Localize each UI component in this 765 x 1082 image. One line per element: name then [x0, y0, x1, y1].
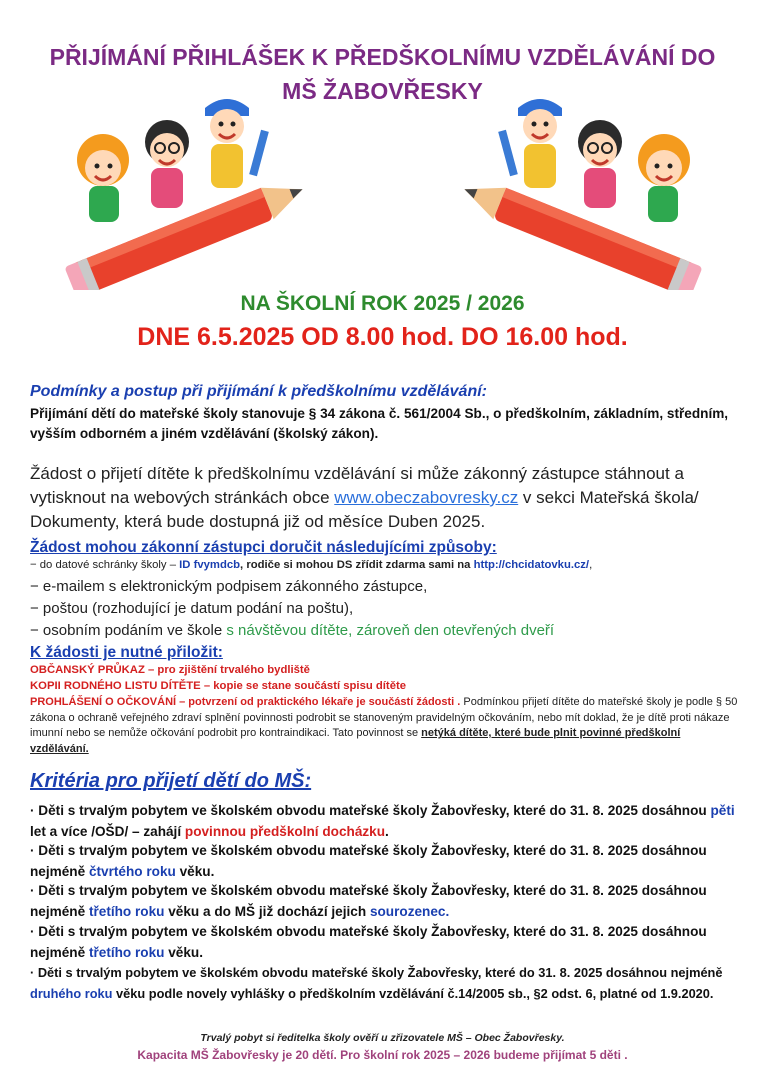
kids-on-pencil-illustration-right	[452, 90, 712, 290]
criterion-2	[30, 840, 740, 882]
databox-suffix: ,	[589, 559, 593, 571]
criterion-5-age: druhého roku	[30, 986, 113, 1001]
application-text-1: Žádost o přijetí dítěte k předškolnímu vzdělávání si může zákonný zástupce stáhnout a vytisknout na webových stránkách obce	[30, 464, 684, 507]
criterion-3-text-a: · Děti s trvalým pobytem ve školském obvodu mateřské školy Žabovřesky, které do 31. 8. 2025 dosáhnou nejméně	[30, 883, 707, 919]
criterion-3	[30, 880, 740, 922]
in-person-open-day: s návštěvou dítěte, zároveň den otevřených dveří	[226, 622, 555, 639]
conditions-heading: Podmínky a postup při přijímání k předškolnímu vzdělávání:	[30, 383, 487, 400]
databox-id: ID fvymdcb	[179, 559, 241, 571]
criterion-2-text-a: · Děti s trvalým pobytem ve školském obvodu mateřské školy Žabovřesky, které do 31. 8. 2025 dosáhnou nejméně	[30, 843, 707, 879]
delivery-heading: Žádost mohou zákonní zástupci doručit následujícími způsoby:	[30, 539, 497, 556]
criterion-4-age: třetího roku	[88, 945, 165, 960]
school-year: NA ŠKOLNÍ ROK 2025 / 2026	[240, 292, 525, 315]
criterion-3-text-c: věku a do MŠ již dochází jejich	[164, 904, 370, 919]
application-paragraph	[30, 462, 740, 534]
databox-prefix: − do datové schránky školy –	[30, 559, 180, 571]
criterion-5-text-c: věku podle novely vyhlášky o předškolním vzdělávání č.14/2005 sb., §2 odst. 6, platné od 1.9.2020.	[112, 986, 714, 1001]
criterion-1-mandatory: povinnou předškolní docházku	[184, 824, 386, 839]
residence-note: Trvalý pobyt si ředitelka školy ověří u zřizovatele MŠ – Obec Žabovřesky.	[200, 1032, 565, 1044]
capacity-note: Kapacita MŠ Žabovřesky je 20 dětí. Pro školní rok 2025 – 2026 budeme přijímat 5 děti .	[137, 1048, 628, 1062]
delivery-in-person-item	[30, 622, 740, 639]
delivery-post-item: − poštou (rozhodující je datum podání na poštu),	[30, 600, 354, 617]
databox-middle: , rodiče si mohou DS zřídit zdarma sami na	[240, 559, 474, 571]
criterion-2-text-c: věku.	[175, 864, 215, 879]
vaccination-declaration: PROHLÁŠENÍ O OČKOVÁNÍ – potvrzení od praktického lékaře je součástí žádosti .	[30, 696, 461, 708]
law-paragraph: Přijímání dětí do mateřské školy stanovuje § 34 zákona č. 561/2004 Sb., o předškolním, základním, středním, vyšším odborném a jiném vzdělávání (školský zákon).	[30, 406, 729, 441]
attachments-heading: K žádosti je nutné přiložit:	[30, 644, 223, 661]
criteria-heading: Kritéria pro přijetí dětí do MŠ:	[30, 770, 312, 792]
criterion-2-age: čtvrtého roku	[88, 864, 176, 879]
chcidatovku-link[interactable]: http://chcidatovku.cz/	[473, 559, 590, 571]
page-title: PŘIJÍMÁNÍ PŘIHLÁŠEK K PŘEDŠKOLNÍMU VZDĚLÁVÁNÍ DO MŠ ŽABOVŘESKY	[49, 44, 716, 104]
criterion-5-text-a: · Děti s trvalým pobytem ve školském obvodu mateřské školy Žabovřesky, které do 31. 8. 2025 dosáhnou nejméně	[30, 965, 723, 980]
criterion-1-text-a: · Děti s trvalým pobytem ve školském obvodu mateřské školy Žabovřesky, které do 31. 8. 2025 dosáhnou	[30, 803, 711, 818]
application-text-2: v sekci Mateřská škola/ Dokumenty, která bude dostupná již od měsíce Duben 2025.	[30, 488, 699, 531]
attachment-id-card: OBČANSKÝ PRŮKAZ – pro zjištění trvalého bydliště	[30, 664, 310, 676]
criterion-1	[30, 800, 740, 842]
delivery-databox-item	[30, 559, 740, 571]
vaccination-text: Podmínkou přijetí dítěte do mateřské školy je podle § 50 zákona o ochraně veřejného zdraví splnění povinnosti podrobit se stanoveným pravidelným očkováním, nebo mít doklad, že je dítě proti nákaze imunní nebo se nemůže očkování podrobit pro kontraindikaci. Tato povinnost se	[30, 696, 738, 740]
kids-on-pencil-illustration-left	[55, 90, 315, 290]
criterion-3-sibling: sourozenec.	[369, 904, 450, 919]
in-person-prefix: − osobním podáním ve škole	[30, 622, 227, 639]
criterion-4	[30, 921, 740, 963]
criterion-5	[30, 962, 740, 1004]
submission-dates: DNE 6.5.2025 OD 8.00 hod. DO 16.00 hod.	[137, 323, 628, 351]
village-website-link[interactable]: www.obeczabovresky.cz	[334, 488, 519, 507]
criterion-3-age: třetího roku	[88, 904, 165, 919]
vaccination-exemption: netýká dítěte, které bude plnit povinné předškolní vzdělávání.	[30, 727, 681, 755]
attachment-birth-certificate: KOPII RODNÉHO LISTU DÍTĚTE – kopie se stane součástí spisu dítěte	[30, 680, 407, 692]
attachment-vaccination	[30, 695, 740, 757]
criterion-1-text-c: let a více /OŠD/ – zahájí	[30, 824, 185, 839]
criterion-1-text-e: .	[385, 824, 389, 839]
criterion-4-text-c: věku.	[164, 945, 204, 960]
criterion-1-age: pěti	[710, 803, 735, 818]
delivery-email-item: − e-mailem s elektronickým podpisem zákonného zástupce,	[30, 578, 428, 595]
criterion-4-text-a: · Děti s trvalým pobytem ve školském obvodu mateřské školy Žabovřesky, které do 31. 8. 2025 dosáhnou nejméně	[30, 924, 707, 960]
